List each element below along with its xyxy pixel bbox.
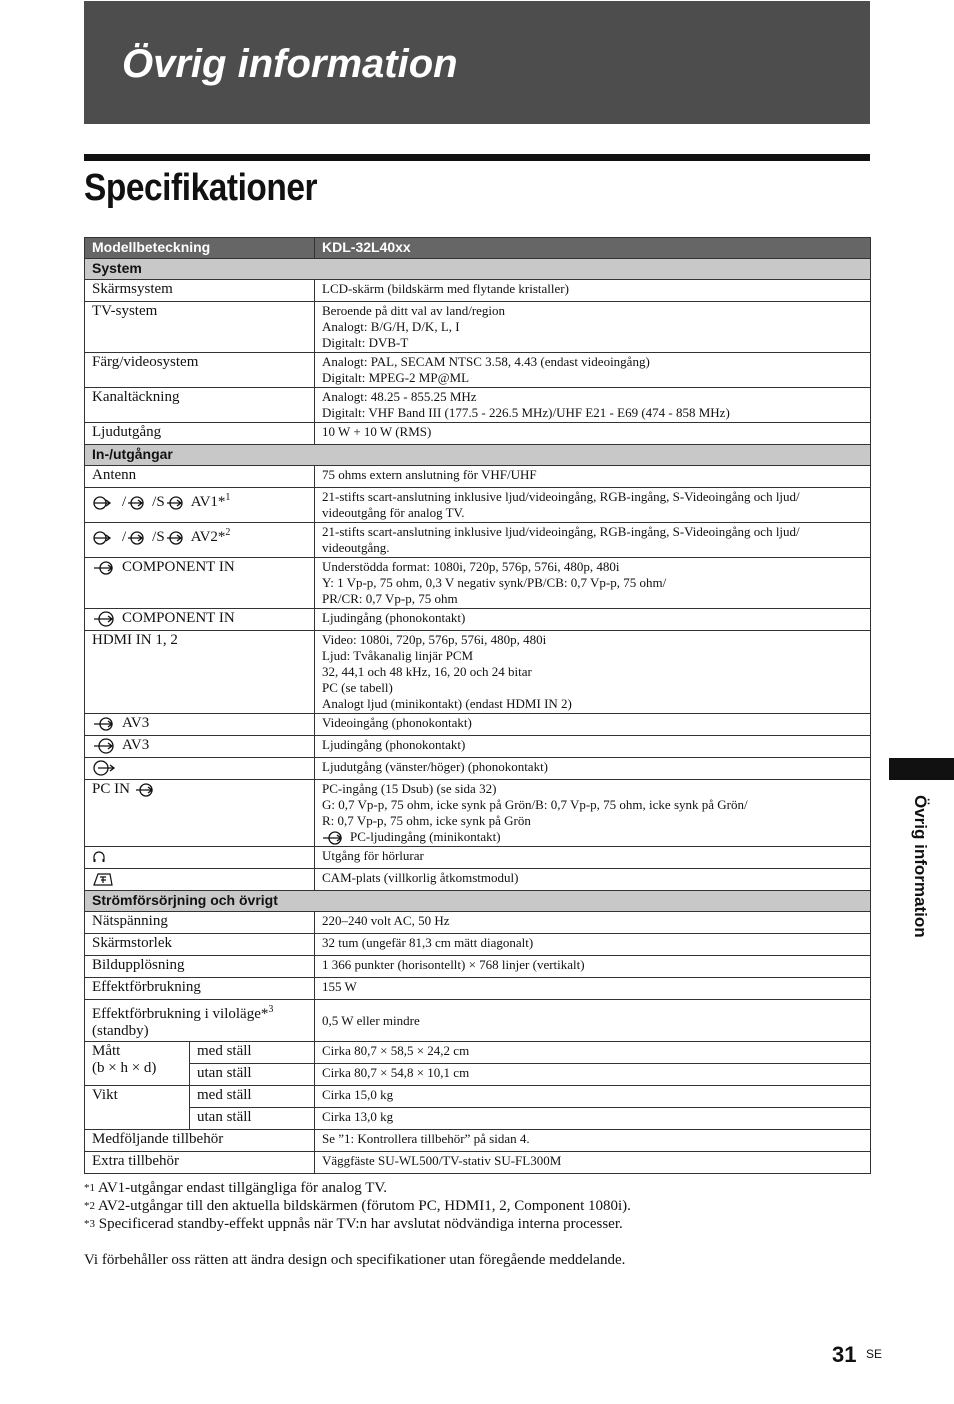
table-row: [85, 302, 871, 353]
row-label: Kanaltäckning: [85, 388, 315, 423]
separator: /S: [152, 529, 165, 545]
value-line: Analogt ljud (minikontakt) (endast HDMI IN 2): [322, 696, 572, 711]
footnote: [84, 1197, 874, 1215]
section-system: [85, 259, 871, 280]
table-row: [85, 912, 871, 934]
disclaimer: Vi förbehåller oss rätten att ändra design och specifikationer utan föregående meddelande.: [84, 1252, 626, 1268]
row-value: Utgång för hörlurar: [315, 847, 871, 869]
row-value: Videoingång (phonokontakt): [315, 714, 871, 736]
video-input-icon: [126, 531, 148, 545]
row-value: [315, 558, 871, 609]
av2-label: AV2*: [190, 529, 226, 545]
table-row: [85, 353, 871, 388]
separator: /: [122, 494, 127, 510]
row-label: [85, 1000, 315, 1042]
row-label: [85, 714, 315, 736]
title-rule: [84, 154, 870, 161]
row-label: [85, 558, 315, 609]
value-line: Beroende på ditt val av land/region: [322, 303, 506, 318]
io-arrow-icon: [92, 495, 118, 511]
value-line: Y: 1 Vp-p, 75 ohm, 0,3 V negativ synk/PB/CB: 0,7 Vp-p, 75 ohm/: [322, 575, 667, 590]
side-tab-marker: [889, 758, 954, 780]
value-line: Ljud: Tvåkanalig linjär PCM: [322, 648, 474, 663]
row-label: HDMI IN 1, 2: [85, 631, 315, 714]
section-io: [85, 445, 871, 466]
footnote-text: AV2-utgångar till den aktuella bildskärmen (förutom PC, HDMI1, 2, Component 1080i).: [97, 1198, 631, 1214]
row-value: 0,5 W eller mindre: [315, 1000, 871, 1042]
table-row: [85, 609, 871, 631]
footnote-mark: *3: [84, 1218, 95, 1230]
row-label: [85, 780, 315, 847]
value-line: Digitalt: VHF Band III (177.5 - 226.5 MHz)/UHF E21 - E69 (474 - 858 MHz): [322, 405, 730, 420]
value-line: 32, 44,1 och 48 kHz, 16, 20 och 24 bitar: [322, 664, 532, 679]
chapter-banner: [84, 1, 870, 124]
audio-input-icon: [92, 611, 118, 627]
row-label: Nätspänning: [85, 912, 315, 934]
audio-output-icon: [92, 760, 116, 776]
row-value: [315, 423, 871, 445]
footnote-ref: 3: [268, 1004, 274, 1016]
section-power: [85, 891, 871, 912]
value-line: PC (se tabell): [322, 680, 393, 695]
pc-audio-text: PC-ljudingång (minikontakt): [350, 829, 501, 844]
value-line: Analogt: 48.25 - 855.25 MHz: [322, 389, 477, 404]
table-row: [85, 1064, 871, 1086]
table-row: [85, 847, 871, 869]
table-row: [85, 1108, 871, 1130]
page-number: 31: [832, 1342, 857, 1367]
row-label: Antenn: [85, 466, 315, 488]
value-line: Analogt: PAL, SECAM NTSC 3.58, 4.43 (endast videoingång): [322, 354, 650, 369]
page-language: SE: [866, 1347, 883, 1361]
row-value: [315, 488, 871, 523]
value-line: 10 W + 10 W (RMS): [322, 424, 432, 439]
row-value: [315, 388, 871, 423]
row-value: [315, 780, 871, 847]
section-heading: In-/utgångar: [85, 445, 871, 466]
footnote-mark: *2: [84, 1200, 95, 1212]
audio-input-icon: [92, 738, 118, 754]
side-tab-label: Övrig information: [911, 795, 930, 938]
value-line: PR/CR: 0,7 Vp-p, 75 ohm: [322, 591, 458, 606]
table-row: [85, 423, 871, 445]
table-row: [85, 1086, 871, 1108]
table-row: [85, 978, 871, 1000]
row-label: Skärmstorlek: [85, 934, 315, 956]
sub-label: med ställ: [190, 1042, 315, 1064]
table-row: [85, 956, 871, 978]
section-heading: System: [85, 259, 871, 280]
page-title: Specifikationer: [84, 167, 318, 209]
table-row: [85, 488, 871, 523]
row-value: 1 366 punkter (horisontellt) × 768 linjer (vertikalt): [315, 956, 871, 978]
headphones-icon: [92, 850, 106, 864]
row-label: Extra tillbehör: [85, 1152, 315, 1174]
row-value: 75 ohms extern anslutning för VHF/UHF: [315, 466, 871, 488]
sub-label: utan ställ: [190, 1064, 315, 1086]
table-row: [85, 934, 871, 956]
value-line: PC-ingång (15 Dsub) (se sida 32): [322, 781, 497, 796]
av3-label: AV3: [122, 715, 150, 731]
row-label: Ljudutgång: [85, 423, 315, 445]
footnote-ref: 1: [225, 492, 231, 503]
row-label: Färg/videosystem: [85, 353, 315, 388]
value-line: Digitalt: MPEG-2 MP@ML: [322, 370, 470, 385]
row-value: Ljudutgång (vänster/höger) (phonokontakt): [315, 758, 871, 780]
row-label: Bildupplösning: [85, 956, 315, 978]
pc-input-icon: [134, 783, 158, 797]
row-value: [315, 302, 871, 353]
row-value: CAM-plats (villkorlig åtkomstmodul): [315, 869, 871, 891]
row-label: [85, 488, 315, 523]
row-value: [315, 353, 871, 388]
row-value: 155 W: [315, 978, 871, 1000]
cam-slot-icon: [92, 871, 114, 887]
row-label: TV-system: [85, 302, 315, 353]
table-row: [85, 280, 871, 302]
value-line: G: 0,7 Vp-p, 75 ohm, icke synk på Grön/B: 0,7 Vp-p, 75 ohm, icke synk på Grön/: [322, 797, 748, 812]
pc-label: PC IN: [92, 781, 130, 797]
standby-label-2: (standby): [92, 1023, 149, 1040]
row-label: [85, 758, 315, 780]
row-label: Vikt: [85, 1086, 190, 1130]
av3-label: AV3: [122, 737, 150, 753]
table-row: [85, 466, 871, 488]
footnote-text: Specificerad standby-effekt uppnås när TV:n har avslutat nödvändiga interna processer.: [98, 1216, 623, 1232]
row-label: Effektförbrukning: [85, 978, 315, 1000]
row-label: [85, 1042, 190, 1086]
footnote-ref: 2: [225, 527, 231, 538]
footnotes: [84, 1179, 874, 1233]
audio-input-icon: [322, 831, 346, 845]
footnote-mark: *1: [84, 1182, 95, 1194]
row-value: Ljudingång (phonokontakt): [315, 736, 871, 758]
table-row: [85, 1042, 871, 1064]
chapter-title: Övrig information: [122, 42, 458, 86]
table-row: [85, 631, 871, 714]
row-label: [85, 523, 315, 558]
table-row: [85, 1000, 871, 1042]
section-heading: Strömförsörjning och övrigt: [85, 891, 871, 912]
row-label: [85, 609, 315, 631]
s-video-icon: [165, 531, 187, 545]
row-value: Cirka 13,0 kg: [315, 1108, 871, 1130]
sub-label: med ställ: [190, 1086, 315, 1108]
s-video-icon: [165, 496, 187, 510]
row-value: Cirka 80,7 × 54,8 × 10,1 cm: [315, 1064, 871, 1086]
table-header: [85, 238, 871, 259]
row-value: Väggfäste SU-WL500/TV-stativ SU-FL300M: [315, 1152, 871, 1174]
row-label: [85, 869, 315, 891]
value-line: LCD-skärm (bildskärm med flytande kristaller): [322, 281, 569, 296]
row-value: [315, 523, 871, 558]
footnote: [84, 1179, 874, 1197]
table-row: [85, 1130, 871, 1152]
av1-label: AV1*: [190, 494, 226, 510]
component-video-icon: [92, 561, 118, 575]
row-label: Skärmsystem: [85, 280, 315, 302]
row-value: 220–240 volt AC, 50 Hz: [315, 912, 871, 934]
header-col1: Modellbeteckning: [85, 238, 315, 259]
value-line: Analogt: B/G/H, D/K, L, I: [322, 319, 460, 334]
table-row: [85, 736, 871, 758]
row-value: Cirka 15,0 kg: [315, 1086, 871, 1108]
table-row: [85, 558, 871, 609]
table-row: [85, 1152, 871, 1174]
row-value: Cirka 80,7 × 58,5 × 24,2 cm: [315, 1042, 871, 1064]
row-label: Medföljande tillbehör: [85, 1130, 315, 1152]
matt-label: Mått: [92, 1043, 121, 1060]
row-label: [85, 847, 315, 869]
table-row: [85, 714, 871, 736]
footnote-text: AV1-utgångar endast tillgängliga för analog TV.: [97, 1180, 388, 1196]
row-value: Se ”1: Kontrollera tillbehör” på sidan 4.: [315, 1130, 871, 1152]
value-line: Understödda format: 1080i, 720p, 576p, 576i, 480p, 480i: [322, 559, 620, 574]
table-row: [85, 869, 871, 891]
value-line: R: 0,7 Vp-p, 75 ohm, icke synk på Grön: [322, 813, 531, 828]
value-line: [322, 829, 863, 845]
value-line: videoutgång.: [322, 540, 390, 555]
header-col2: KDL-32L40xx: [315, 238, 871, 259]
video-input-icon: [126, 496, 148, 510]
component-label: COMPONENT IN: [122, 610, 235, 626]
row-value: [315, 280, 871, 302]
matt-label-2: (b × h × d): [92, 1060, 157, 1077]
row-value: 32 tum (ungefär 81,3 cm mätt diagonalt): [315, 934, 871, 956]
side-tab: [910, 795, 932, 965]
value-line: Digitalt: DVB-T: [322, 335, 409, 350]
value-line: Video: 1080i, 720p, 576p, 576i, 480p, 480i: [322, 632, 547, 647]
spec-table: [84, 237, 871, 1174]
value-line: 21-stifts scart-anslutning inklusive ljud/videoingång, RGB-ingång, S-Videoingång och ljud/: [322, 489, 800, 504]
footnote: [84, 1215, 874, 1233]
row-label: [85, 736, 315, 758]
io-arrow-icon: [92, 530, 118, 546]
separator: /: [122, 529, 127, 545]
row-value: Ljudingång (phonokontakt): [315, 609, 871, 631]
value-line: videoutgång för analog TV.: [322, 505, 465, 520]
row-value: [315, 631, 871, 714]
standby-label: Effektförbrukning i viloläge*: [92, 1006, 269, 1023]
table-row: [85, 388, 871, 423]
component-label: COMPONENT IN: [122, 559, 235, 575]
video-input-icon: [92, 717, 118, 731]
table-row: [85, 523, 871, 558]
table-row: [85, 780, 871, 847]
table-row: [85, 758, 871, 780]
separator: /S: [152, 494, 165, 510]
sub-label: utan ställ: [190, 1108, 315, 1130]
value-line: 21-stifts scart-anslutning inklusive ljud/videoingång, RGB-ingång, S-Videoingång och ljud/: [322, 524, 800, 539]
